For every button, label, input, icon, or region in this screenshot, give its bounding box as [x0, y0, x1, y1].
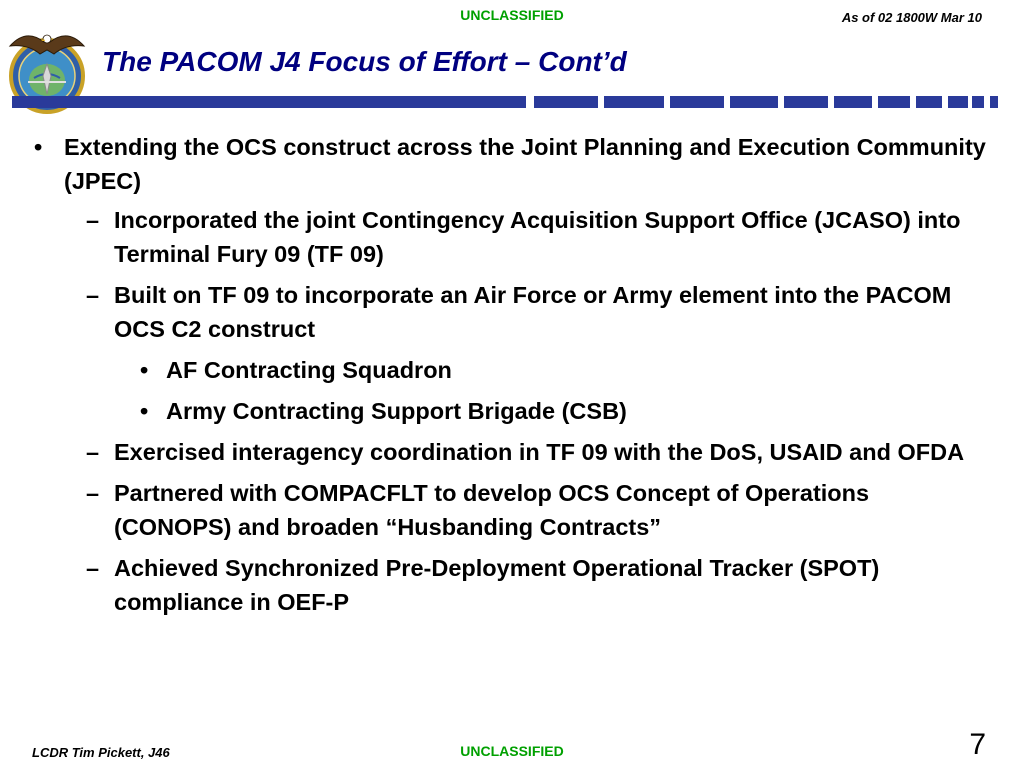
bullet-text: Built on TF 09 to incorporate an Air Force or Army element into the PACOM OCS C2 construct	[114, 282, 952, 342]
bullet-item	[28, 203, 988, 271]
page-number: 7	[969, 728, 986, 761]
bullet-item	[28, 476, 988, 544]
dash-marker: –	[86, 282, 100, 308]
title-rule	[12, 96, 1000, 108]
top-classification: UNCLASSIFIED	[460, 7, 564, 23]
footer-author: LCDR Tim Pickett, J46	[32, 745, 170, 760]
bullet-text: Exercised interagency coordination in TF 09 with the DoS, USAID and OFDA	[114, 439, 965, 465]
dash-marker: –	[86, 207, 100, 233]
dash-marker: –	[86, 555, 100, 581]
bullet-text: AF Contracting Squadron	[166, 357, 452, 383]
bullet-item	[28, 130, 988, 198]
bullet-text: Army Contracting Support Brigade (CSB)	[166, 398, 627, 424]
bottom-classification: UNCLASSIFIED	[460, 743, 564, 759]
bullet-text: Extending the OCS construct across the Joint Planning and Execution Community (JPEC)	[64, 134, 986, 194]
bullet-item	[28, 551, 988, 619]
as-of-date: As of 02 1800W Mar 10	[841, 10, 982, 25]
bullet-text: Incorporated the joint Contingency Acquisition Support Office (JCASO) into Terminal Fury 09 (TF 09)	[114, 207, 961, 267]
bullet-marker: •	[140, 357, 149, 383]
bullet-item	[28, 278, 988, 346]
bullet-text: Partnered with COMPACFLT to develop OCS Concept of Operations (CONOPS) and broaden “Husbanding Contracts”	[114, 480, 870, 540]
bullet-marker: •	[34, 134, 43, 160]
bullet-marker: •	[140, 398, 149, 424]
bullet-item	[28, 435, 988, 469]
slide-body	[28, 130, 988, 626]
bullet-item	[28, 353, 988, 387]
bullet-item	[28, 394, 988, 428]
slide-title: The PACOM J4 Focus of Effort – Cont’d	[102, 46, 627, 77]
dash-marker: –	[86, 480, 100, 506]
dash-marker: –	[86, 439, 100, 465]
bullet-text: Achieved Synchronized Pre-Deployment Operational Tracker (SPOT) compliance in OEF-P	[114, 555, 880, 615]
